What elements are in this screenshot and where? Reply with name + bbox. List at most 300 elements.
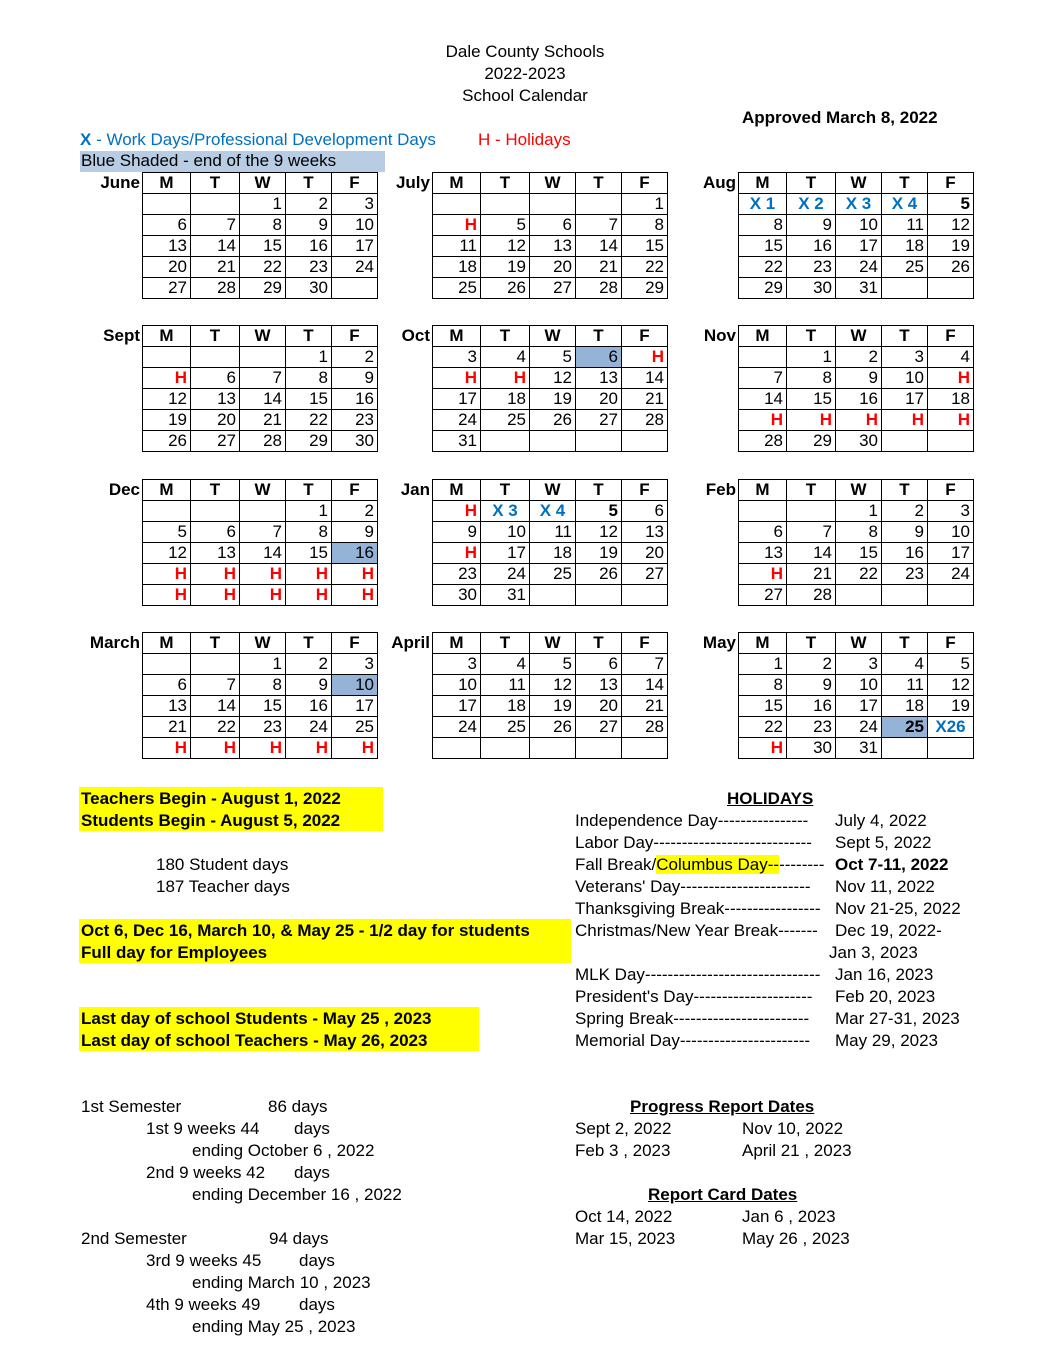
day-cell: 10 xyxy=(836,675,882,696)
holiday-date: Sept 5, 2022 xyxy=(835,833,932,852)
calendar-june xyxy=(142,172,378,299)
holiday-name: Spring Break------------------------ xyxy=(575,1009,810,1028)
weekday-header: T xyxy=(286,326,332,347)
day-cell: 29 xyxy=(787,431,836,452)
last-day-teachers: Last day of school Teachers - May 26, 2023 xyxy=(81,1031,428,1050)
day-cell: 17 xyxy=(332,236,378,257)
weekday-header: M xyxy=(143,480,191,501)
day-cell: 14 xyxy=(240,389,286,410)
day-cell: 21 xyxy=(622,696,668,717)
month-label-may: May xyxy=(702,633,736,652)
progress-date-1: Sept 2, 2022 xyxy=(575,1119,672,1138)
holiday-name: MLK Day------------------------------- xyxy=(575,965,821,984)
day-cell: 10 xyxy=(836,215,882,236)
day-cell: 8 xyxy=(836,522,882,543)
weekday-header: W xyxy=(836,633,882,654)
day-cell: 22 xyxy=(739,257,787,278)
holiday-date: July 4, 2022 xyxy=(835,811,927,830)
weekday-header: F xyxy=(332,173,378,194)
work-day-cell: X 3 xyxy=(481,501,530,522)
day-cell: 1 xyxy=(286,501,332,522)
day-cell: 30 xyxy=(787,278,836,299)
day-cell: 1 xyxy=(787,347,836,368)
legend-x-key: X xyxy=(80,130,92,149)
teachers-begin: Teachers Begin - August 1, 2022 xyxy=(81,789,341,808)
day-cell: 26 xyxy=(928,257,974,278)
weekday-header: F xyxy=(622,173,668,194)
day-cell: 8 xyxy=(240,675,286,696)
day-cell: 10 xyxy=(433,675,481,696)
day-cell: 1 xyxy=(836,501,882,522)
day-cell xyxy=(928,431,974,452)
day-cell: 16 xyxy=(332,543,378,564)
day-cell: 24 xyxy=(928,564,974,585)
day-cell: 27 xyxy=(576,717,622,738)
day-cell: 16 xyxy=(882,543,928,564)
nine-weeks-4-label: 4th 9 weeks 49 xyxy=(146,1295,261,1314)
weekday-header: F xyxy=(332,480,378,501)
holiday-name: Thanksgiving Break----------------- xyxy=(575,899,821,918)
month-label-june: June xyxy=(100,173,140,192)
day-cell xyxy=(530,738,576,759)
weekday-header: T xyxy=(481,326,530,347)
holiday-name: Christmas/New Year Break------- xyxy=(575,921,818,940)
day-cell: 5 xyxy=(143,522,191,543)
day-cell: 16 xyxy=(787,696,836,717)
day-cell: 6 xyxy=(576,347,622,368)
day-cell: 2 xyxy=(332,501,378,522)
weekday-header: T xyxy=(481,173,530,194)
day-cell: 6 xyxy=(739,522,787,543)
day-cell: 27 xyxy=(530,278,576,299)
day-cell: 22 xyxy=(191,717,240,738)
day-cell: 23 xyxy=(240,717,286,738)
weekday-header: F xyxy=(928,173,974,194)
school-name: Dale County Schools xyxy=(445,42,605,61)
day-cell: 7 xyxy=(191,675,240,696)
day-cell: 14 xyxy=(191,236,240,257)
day-cell: 8 xyxy=(787,368,836,389)
day-cell: 20 xyxy=(191,410,240,431)
day-cell xyxy=(882,278,928,299)
day-cell: 16 xyxy=(836,389,882,410)
weekday-header: T xyxy=(191,480,240,501)
report-card-date-4: May 26 , 2023 xyxy=(742,1229,850,1248)
day-cell: 31 xyxy=(433,431,481,452)
day-cell: 18 xyxy=(882,236,928,257)
day-cell: 13 xyxy=(576,368,622,389)
day-cell: 5 xyxy=(530,654,576,675)
day-cell: 25 xyxy=(433,278,481,299)
weekday-header: T xyxy=(286,480,332,501)
day-cell: 17 xyxy=(836,696,882,717)
nine-weeks-1-end: ending October 6 , 2022 xyxy=(192,1141,375,1160)
day-cell: 28 xyxy=(739,431,787,452)
day-cell: 30 xyxy=(286,278,332,299)
day-cell: 27 xyxy=(622,564,668,585)
holiday-cell: H xyxy=(286,564,332,585)
day-cell: 8 xyxy=(240,215,286,236)
day-cell: 20 xyxy=(530,257,576,278)
day-cell: 26 xyxy=(530,717,576,738)
day-cell: 23 xyxy=(433,564,481,585)
day-cell xyxy=(576,431,622,452)
weekday-header: T xyxy=(286,633,332,654)
work-day-cell: X 3 xyxy=(836,194,882,215)
holiday-cell: H xyxy=(240,738,286,759)
day-cell: 23 xyxy=(882,564,928,585)
holiday-cell: H xyxy=(191,738,240,759)
students-begin: Students Begin - August 5, 2022 xyxy=(81,811,341,830)
weekday-header: M xyxy=(433,326,481,347)
day-cell: 7 xyxy=(576,215,622,236)
day-cell: 12 xyxy=(530,675,576,696)
calendar-april xyxy=(432,632,668,759)
day-cell: 26 xyxy=(481,278,530,299)
day-cell: 3 xyxy=(433,654,481,675)
day-cell xyxy=(332,278,378,299)
nine-weeks-2-end: ending December 16 , 2022 xyxy=(192,1185,402,1204)
day-cell xyxy=(191,347,240,368)
day-cell xyxy=(481,194,530,215)
legend-holidays: H - Holidays xyxy=(478,130,571,149)
day-cell: 22 xyxy=(622,257,668,278)
day-cell: 1 xyxy=(622,194,668,215)
day-cell: 30 xyxy=(433,585,481,606)
day-cell: 22 xyxy=(836,564,882,585)
day-cell: 7 xyxy=(240,522,286,543)
day-cell: 17 xyxy=(928,543,974,564)
day-cell: 30 xyxy=(332,431,378,452)
report-card-title: Report Card Dates xyxy=(648,1185,798,1204)
holiday-cell: H xyxy=(332,564,378,585)
day-cell: 24 xyxy=(481,564,530,585)
day-cell: 17 xyxy=(433,696,481,717)
holiday-cell: H xyxy=(332,585,378,606)
day-cell: 19 xyxy=(143,410,191,431)
day-cell: 21 xyxy=(622,389,668,410)
day-cell: 14 xyxy=(622,675,668,696)
day-cell: 9 xyxy=(332,522,378,543)
holiday-cell: H xyxy=(191,585,240,606)
day-cell: 6 xyxy=(143,215,191,236)
legend-blue-shaded: Blue Shaded - end of the 9 weeks xyxy=(80,151,385,172)
day-cell: 20 xyxy=(622,543,668,564)
day-cell: 2 xyxy=(286,654,332,675)
nine-weeks-3-days: days xyxy=(299,1251,335,1270)
day-cell: 15 xyxy=(836,543,882,564)
month-label-sept: Sept xyxy=(103,326,140,345)
holiday-cell: H xyxy=(787,410,836,431)
day-cell: 15 xyxy=(787,389,836,410)
holiday-cell: H xyxy=(286,738,332,759)
weekday-header: T xyxy=(191,633,240,654)
day-cell: 15 xyxy=(286,389,332,410)
weekday-header: T xyxy=(576,480,622,501)
holidays-title: HOLIDAYS xyxy=(727,789,814,808)
day-cell: 17 xyxy=(481,543,530,564)
weekday-header: W xyxy=(530,326,576,347)
day-cell: 25 xyxy=(882,257,928,278)
day-cell xyxy=(739,347,787,368)
last-day-box xyxy=(79,1007,479,1051)
day-cell: 15 xyxy=(286,543,332,564)
weekday-header: F xyxy=(622,633,668,654)
holiday-cell: H xyxy=(332,738,378,759)
day-cell xyxy=(191,194,240,215)
weekday-header: T xyxy=(787,480,836,501)
weekday-header: T xyxy=(787,173,836,194)
weekday-header: T xyxy=(576,633,622,654)
weekday-header: M xyxy=(433,480,481,501)
day-cell xyxy=(191,654,240,675)
day-cell: 14 xyxy=(576,236,622,257)
day-cell: 4 xyxy=(481,654,530,675)
weekday-header: F xyxy=(332,326,378,347)
holiday-cell: H xyxy=(481,368,530,389)
day-cell: 6 xyxy=(143,675,191,696)
calendar-aug xyxy=(738,172,974,299)
day-cell: 10 xyxy=(481,522,530,543)
half-day-employees: Full day for Employees xyxy=(81,943,268,962)
day-cell: 3 xyxy=(332,194,378,215)
day-cell: 14 xyxy=(240,543,286,564)
holiday-date: Mar 27-31, 2023 xyxy=(835,1009,960,1028)
holiday-cell: H xyxy=(191,564,240,585)
legend-work-days xyxy=(80,130,436,150)
last-day-students: Last day of school Students - May 25 , 2023 xyxy=(81,1009,432,1028)
month-label-oct: Oct xyxy=(401,326,430,345)
day-cell: 18 xyxy=(481,389,530,410)
day-cell: 21 xyxy=(240,410,286,431)
day-cell: 18 xyxy=(928,389,974,410)
progress-report-title: Progress Report Dates xyxy=(630,1097,815,1116)
weekday-header: M xyxy=(739,326,787,347)
day-cell xyxy=(481,738,530,759)
report-card-date-1: Oct 14, 2022 xyxy=(575,1207,673,1226)
nine-weeks-3-end: ending March 10 , 2023 xyxy=(192,1273,371,1292)
weekday-header: F xyxy=(928,633,974,654)
day-cell xyxy=(928,585,974,606)
month-label-april: April xyxy=(391,633,430,652)
day-cell: 12 xyxy=(928,675,974,696)
holiday-cell: H xyxy=(739,410,787,431)
day-cell: 13 xyxy=(191,543,240,564)
weekday-header: W xyxy=(530,480,576,501)
day-cell: 17 xyxy=(882,389,928,410)
day-cell: 19 xyxy=(576,543,622,564)
day-cell: 19 xyxy=(928,236,974,257)
holiday-name: Memorial Day----------------------- xyxy=(575,1031,811,1050)
calendar-may xyxy=(738,632,974,759)
day-cell: 13 xyxy=(530,236,576,257)
calendar-march xyxy=(142,632,378,759)
holiday-cell: H xyxy=(143,368,191,389)
holiday-cell: H xyxy=(739,738,787,759)
legend-x-text: - Work Days/Professional Development Days xyxy=(91,130,436,149)
day-cell xyxy=(481,431,530,452)
day-cell: 18 xyxy=(481,696,530,717)
holiday-name: Fall Break/Columbus Day---------- xyxy=(575,855,825,874)
holiday-date: May 29, 2023 xyxy=(835,1031,939,1050)
day-cell: 2 xyxy=(332,347,378,368)
day-cell: 12 xyxy=(530,368,576,389)
day-cell: 18 xyxy=(530,543,576,564)
day-cell: 13 xyxy=(143,236,191,257)
day-cell: 7 xyxy=(240,368,286,389)
day-cell: 19 xyxy=(530,696,576,717)
month-label-march: March xyxy=(89,633,140,652)
day-cell: 23 xyxy=(787,257,836,278)
report-card-date-3: Mar 15, 2023 xyxy=(575,1229,676,1248)
holiday-cell: H xyxy=(433,543,481,564)
day-cell: 25 xyxy=(882,717,928,738)
day-cell: 13 xyxy=(143,696,191,717)
day-cell: 25 xyxy=(530,564,576,585)
day-cell: 12 xyxy=(576,522,622,543)
month-label-feb: Feb xyxy=(705,480,736,499)
half-day-box xyxy=(79,919,571,963)
day-cell: 24 xyxy=(836,257,882,278)
day-cell: 5 xyxy=(481,215,530,236)
day-cell: 16 xyxy=(286,696,332,717)
day-cell xyxy=(576,585,622,606)
weekday-header: W xyxy=(240,326,286,347)
weekday-header: T xyxy=(882,633,928,654)
day-cell: 6 xyxy=(191,368,240,389)
day-cell xyxy=(928,738,974,759)
day-cell: 26 xyxy=(143,431,191,452)
day-cell: 25 xyxy=(481,717,530,738)
day-cell xyxy=(928,278,974,299)
day-cell: 11 xyxy=(530,522,576,543)
progress-date-3: Feb 3 , 2023 xyxy=(575,1141,671,1160)
day-cell: 3 xyxy=(928,501,974,522)
work-day-cell: X 4 xyxy=(530,501,576,522)
weekday-header: M xyxy=(143,633,191,654)
holiday-name: President's Day--------------------- xyxy=(575,987,813,1006)
holiday-name: Veterans' Day----------------------- xyxy=(575,877,811,896)
day-cell: 11 xyxy=(481,675,530,696)
day-cell: 28 xyxy=(622,717,668,738)
day-cell: 1 xyxy=(286,347,332,368)
holiday-cell: H xyxy=(928,368,974,389)
day-cell: 15 xyxy=(240,236,286,257)
day-cell: 1 xyxy=(739,654,787,675)
day-cell: 3 xyxy=(882,347,928,368)
day-cell: 14 xyxy=(739,389,787,410)
day-cell: 6 xyxy=(530,215,576,236)
day-cell xyxy=(530,194,576,215)
day-cell: 24 xyxy=(433,410,481,431)
day-cell: 28 xyxy=(576,278,622,299)
day-cell: 6 xyxy=(576,654,622,675)
holiday-date: Nov 21-25, 2022 xyxy=(835,899,961,918)
weekday-header: T xyxy=(882,480,928,501)
work-day-cell: X 2 xyxy=(787,194,836,215)
weekday-header: T xyxy=(481,633,530,654)
day-cell: 20 xyxy=(576,389,622,410)
day-cell: 24 xyxy=(433,717,481,738)
day-cell xyxy=(836,585,882,606)
weekday-header: F xyxy=(928,480,974,501)
nine-weeks-4-end: ending May 25 , 2023 xyxy=(192,1317,356,1336)
day-cell: 11 xyxy=(882,675,928,696)
day-cell: 15 xyxy=(622,236,668,257)
day-cell xyxy=(739,501,787,522)
weekday-header: M xyxy=(143,173,191,194)
day-cell: 2 xyxy=(836,347,882,368)
work-day-cell: X26 xyxy=(928,717,974,738)
day-cell: 7 xyxy=(622,654,668,675)
progress-date-2: Nov 10, 2022 xyxy=(742,1119,844,1138)
day-cell: 15 xyxy=(240,696,286,717)
day-cell: 7 xyxy=(191,215,240,236)
day-cell: 6 xyxy=(622,501,668,522)
weekday-header: F xyxy=(622,480,668,501)
day-cell: 24 xyxy=(286,717,332,738)
day-cell: 2 xyxy=(787,654,836,675)
day-cell: 29 xyxy=(739,278,787,299)
day-cell: 16 xyxy=(332,389,378,410)
calendar-sept xyxy=(142,325,378,452)
day-cell: 26 xyxy=(576,564,622,585)
calendar-july xyxy=(432,172,668,299)
day-cell: 25 xyxy=(481,410,530,431)
day-cell: 8 xyxy=(622,215,668,236)
calendar-oct xyxy=(432,325,668,452)
day-cell: 16 xyxy=(286,236,332,257)
day-cell: 21 xyxy=(143,717,191,738)
semester-1-days: 86 days xyxy=(268,1097,328,1116)
holiday-cell: H xyxy=(928,410,974,431)
day-cell: 31 xyxy=(836,738,882,759)
day-cell: 28 xyxy=(240,431,286,452)
holiday-date: Jan 3, 2023 xyxy=(829,943,918,962)
day-cell xyxy=(622,738,668,759)
month-label-jan: Jan xyxy=(400,480,430,499)
day-cell: 3 xyxy=(332,654,378,675)
holiday-date: Jan 16, 2023 xyxy=(835,965,934,984)
holiday-cell: H xyxy=(433,501,481,522)
day-cell: 8 xyxy=(739,675,787,696)
nine-weeks-3-label: 3rd 9 weeks 45 xyxy=(146,1251,262,1270)
day-cell: 21 xyxy=(576,257,622,278)
weekday-header: T xyxy=(576,326,622,347)
holiday-cell: H xyxy=(433,215,481,236)
day-cell: 12 xyxy=(928,215,974,236)
day-cell: 27 xyxy=(143,278,191,299)
weekday-header: W xyxy=(836,326,882,347)
weekday-header: W xyxy=(240,633,286,654)
nine-weeks-2-label: 2nd 9 weeks 42 xyxy=(146,1163,266,1182)
holiday-cell: H xyxy=(622,347,668,368)
day-cell: 1 xyxy=(240,654,286,675)
day-cell: 9 xyxy=(286,675,332,696)
day-cell: 28 xyxy=(787,585,836,606)
holiday-cell: H xyxy=(739,564,787,585)
day-cell: 30 xyxy=(836,431,882,452)
day-cell: 30 xyxy=(787,738,836,759)
day-cell: 12 xyxy=(481,236,530,257)
day-cell: 24 xyxy=(332,257,378,278)
day-cell: 31 xyxy=(481,585,530,606)
day-cell: 27 xyxy=(739,585,787,606)
day-cell: 9 xyxy=(836,368,882,389)
work-day-cell: X 1 xyxy=(739,194,787,215)
weekday-header: W xyxy=(530,633,576,654)
holiday-name: Labor Day---------------------------- xyxy=(575,833,812,852)
